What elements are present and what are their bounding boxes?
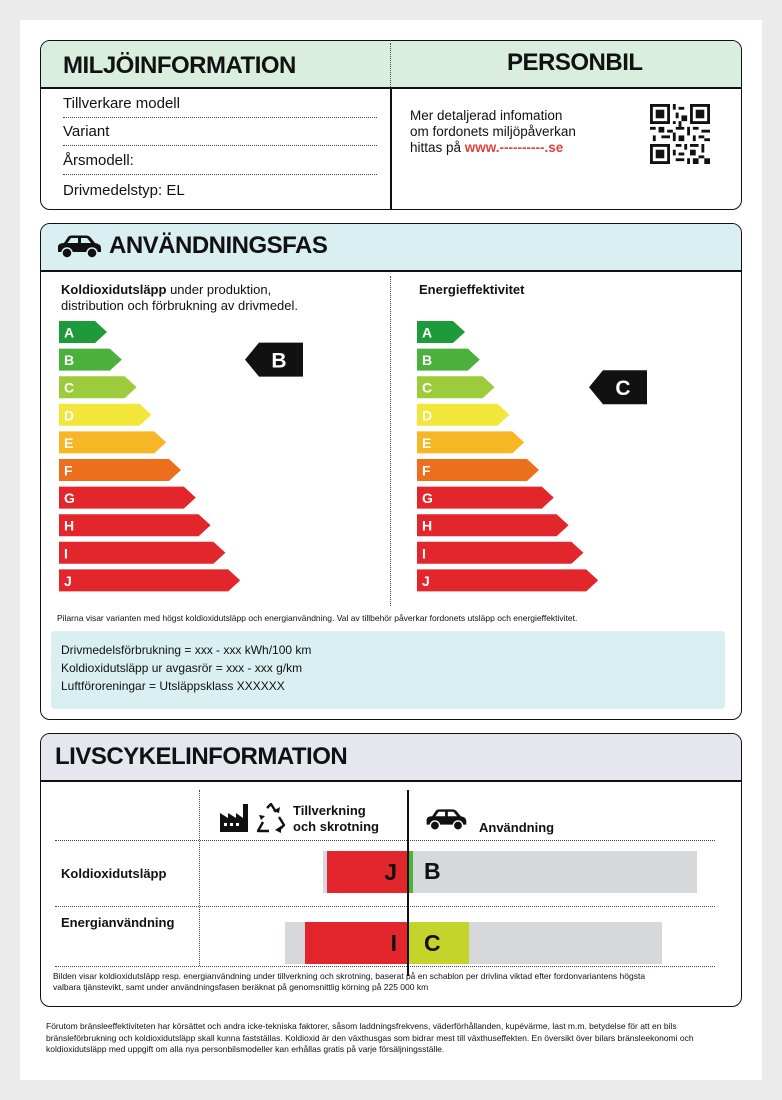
field-variant: Variant — [63, 123, 110, 140]
co2-class-letter: I — [64, 545, 68, 562]
co2-label — [61, 282, 298, 314]
info-line: Mer detaljerad infomation — [410, 108, 563, 123]
usage-rule — [41, 270, 741, 272]
energy-class-bar-e — [417, 431, 524, 453]
co2-class-letter: D — [64, 407, 75, 424]
field-rule — [63, 117, 377, 118]
co2-class-letter: B — [64, 352, 75, 369]
header-divider — [390, 43, 391, 87]
usage-divider — [390, 276, 391, 606]
co2-class-letter: H — [64, 517, 75, 534]
usage-col-label: Användning — [479, 820, 555, 835]
field-rule — [63, 174, 377, 175]
header-divider-solid — [390, 87, 392, 209]
energy-class-bar-g — [417, 487, 554, 509]
production-class-energy: I — [390, 930, 397, 956]
stat-pollutants: Luftföroreningar = Utsläppsklass XXXXXX — [61, 679, 285, 693]
co2-class-letter: C — [64, 379, 75, 396]
lifecycle-title: LIVSCYKELINFORMATION — [55, 743, 348, 770]
energy-class-letter: H — [422, 517, 433, 534]
energy-class-letter: I — [422, 545, 426, 562]
field-fuel: Drivmedelstyp: EL — [63, 182, 185, 199]
info-line-link — [410, 140, 576, 156]
row-rule — [55, 966, 715, 967]
co2-class-letter: A — [64, 324, 75, 341]
stat-consumption: Drivmedelsförbrukning = xxx - xxx kWh/100 km — [61, 643, 312, 657]
energy-class-bar-j — [417, 569, 598, 591]
usage-title: ANVÄNDNINGSFAS — [109, 232, 328, 259]
qr-code-icon — [650, 104, 710, 164]
co2-scale — [59, 321, 379, 603]
row-rule — [55, 906, 715, 907]
field-year: Årsmodell: — [63, 152, 134, 169]
recycle-icon — [255, 803, 287, 833]
row-rule — [55, 840, 715, 841]
field-model: Tillverkare modell — [63, 95, 180, 112]
info-line: om fordonets miljöpåverkan — [410, 124, 576, 139]
energy-class-letter: G — [422, 490, 433, 507]
field-rule — [63, 145, 377, 146]
co2-class-bar-j — [59, 569, 240, 591]
co2-class-bar-f — [59, 459, 181, 481]
co2-class-letter: J — [64, 572, 72, 589]
energy-class-letter: B — [422, 352, 433, 369]
car-icon — [423, 808, 469, 832]
usage-class-energy: C — [424, 930, 441, 956]
info-text — [410, 108, 576, 156]
production-class-co2: J — [384, 859, 397, 885]
car-icon — [55, 234, 103, 260]
co2-label-line2: distribution och förbrukning av drivmedel. — [61, 298, 299, 313]
stat-co2: Koldioxidutsläpp ur avgasrör = xxx - xxx g/km — [61, 661, 303, 675]
production-label-line: och skrotning — [293, 819, 379, 834]
energy-rating-letter: C — [615, 377, 631, 401]
energy-class-letter: F — [422, 462, 431, 479]
production-col-label — [293, 803, 379, 835]
label-col-divider — [199, 790, 200, 966]
usage-bar-energy — [407, 922, 469, 964]
energy-label: Energieffektivitet — [419, 282, 525, 297]
co2-label-rest: under produktion, — [166, 282, 272, 297]
co2-class-letter: F — [64, 462, 73, 479]
energy-class-letter: D — [422, 407, 433, 424]
energy-scale — [417, 321, 737, 603]
co2-class-bar-g — [59, 487, 196, 509]
co2-label-bold: Koldioxidutsläpp — [61, 282, 167, 297]
row-label-energy: Energianvändning — [61, 915, 175, 930]
energy-class-bar-f — [417, 459, 539, 481]
usage-class-co2: B — [424, 858, 441, 884]
co2-rating-letter: B — [271, 349, 287, 373]
lifecycle-center-line — [407, 790, 409, 976]
row-label-co2: Koldioxidutsläpp — [61, 866, 167, 881]
production-bar-co2 — [327, 851, 407, 893]
production-bar-energy — [305, 922, 407, 964]
co2-class-bar-i — [59, 542, 225, 564]
energy-class-letter: A — [422, 324, 433, 341]
co2-class-letter: E — [64, 434, 74, 451]
info-prefix: hittas på — [410, 140, 465, 155]
energy-class-letter: C — [422, 379, 433, 396]
production-label-line: Tillverkning — [293, 803, 366, 818]
header-box — [40, 40, 742, 210]
factory-icon — [219, 803, 249, 833]
usage-note: Pilarna visar varianten med högst koldioxidutsläpp och energianvändning. Val av tillbehör påverkar fordonets utsläpp och energieffektivitet. — [57, 613, 578, 623]
header-right-title: PERSONBIL — [507, 49, 643, 76]
info-link[interactable]: www.----------.se — [464, 140, 564, 155]
energy-class-bar-i — [417, 542, 583, 564]
header-left-title: MILJÖINFORMATION — [63, 52, 296, 79]
header-rule — [41, 87, 741, 89]
energy-class-letter: E — [422, 434, 432, 451]
lifecycle-note: Bilden visar koldioxidutsläpp resp. energianvändning under tillverkning och skrotning, baserat på en schablon per drivlina viktad efter fordonvariantens högsta valbara tjänstevikt, samt under användningsfasen beräknat på genomsnittlig körning på 225 000 km — [53, 971, 646, 992]
label-sheet — [20, 20, 762, 1080]
co2-class-bar-e — [59, 431, 166, 453]
energy-class-bar-h — [417, 514, 569, 536]
lifecycle-box — [40, 733, 742, 1007]
co2-class-bar-h — [59, 514, 211, 536]
lifecycle-rule — [41, 780, 741, 782]
energy-class-letter: J — [422, 572, 430, 589]
co2-class-letter: G — [64, 490, 75, 507]
usage-stats-panel — [51, 631, 725, 709]
footer-text: Förutom bränsleeffektiviteten har körsättet och andra icke-tekniska faktorer, såsom laddningsfrekvens, väderförhållanden, kupévärme, last m.m. betydelse för att en bils bränsleförbrukning och koldioxidutsläpp skall kunna fastställas. Koldioxid är den växthusgas som bidrar mest till växthuseffekten. En översikt över bilars bränsleekonomi och koldioxidutsläpp med uppgift om alla nya personbilsmodeller kan erhållas gratis på varje försäljningsställe. — [46, 1021, 694, 1054]
usage-box — [40, 223, 742, 720]
